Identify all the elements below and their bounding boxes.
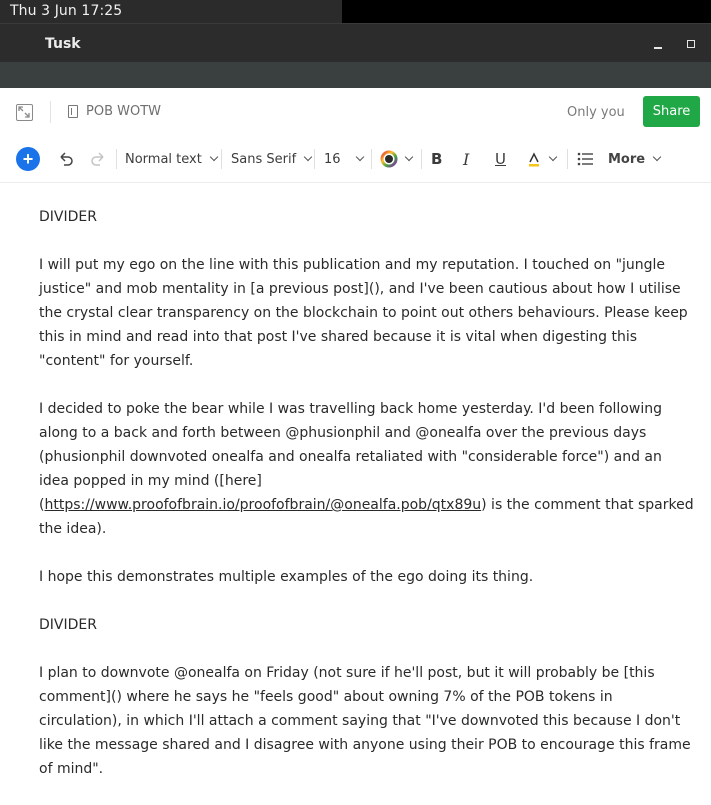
highlight-picker[interactable] xyxy=(526,135,556,183)
toolbar-divider xyxy=(116,149,117,169)
toolbar-divider xyxy=(221,149,222,169)
minimize-button[interactable] xyxy=(648,34,668,54)
paragraph-text: I decided to poke the bear while I was travelling back home yesterday. I'd been following along to a back and forth between @phusionphil and @onealfa over the previous days (phusionphil downvoted onealfa and onealfa retaliated with "considerable force") and an idea popped in my mind ([here]( xyxy=(39,401,662,513)
system-clock[interactable]: Thu 3 Jun 17:25 xyxy=(10,3,123,19)
chevron-down-icon xyxy=(304,153,312,161)
app-top-strip xyxy=(0,62,711,88)
bulleted-list-icon xyxy=(577,152,594,166)
toolbar-divider xyxy=(371,149,372,169)
paragraph[interactable]: DIVIDER xyxy=(39,209,97,225)
document-name[interactable]: POB WOTW xyxy=(86,104,162,119)
comment-link[interactable]: https://www.proofofbrain.io/proofofbrain/@onealfa.pob/qtx89u xyxy=(44,497,482,513)
window-titlebar xyxy=(0,23,711,62)
paragraph[interactable]: DIVIDER xyxy=(39,617,97,633)
font-size-select[interactable] xyxy=(324,135,363,183)
document-header xyxy=(0,88,711,135)
sharing-status[interactable]: Only you xyxy=(567,105,625,120)
share-button[interactable]: Share xyxy=(643,96,700,127)
bold-button[interactable]: B xyxy=(431,150,443,168)
text-color-picker[interactable] xyxy=(380,135,412,183)
document-body[interactable] xyxy=(39,205,694,805)
paragraph-style-value: Normal text xyxy=(125,151,202,167)
more-label: More xyxy=(608,151,646,167)
add-block-button[interactable]: + xyxy=(16,147,40,171)
list-button[interactable] xyxy=(577,135,594,183)
font-size-value: 16 xyxy=(324,151,341,167)
window-title: Tusk xyxy=(45,36,81,52)
toolbar-divider xyxy=(567,149,568,169)
formatting-toolbar xyxy=(0,135,711,183)
header-divider xyxy=(50,101,51,123)
redo-button[interactable] xyxy=(89,135,107,183)
chevron-down-icon xyxy=(355,153,363,161)
paragraph[interactable]: I will put my ego on the line with this publication and my reputation. I touched on "jungle justice" and mob mentality in [a previous post](), and I've been cautious about how I utilise the crystal clear transparency on the blockchain to point out others behaviours. Please keep this in mind and read into that post I've shared because it is vital when digesting this "content" for yourself. xyxy=(39,257,688,369)
undo-button[interactable] xyxy=(57,135,75,183)
underline-button[interactable]: U xyxy=(495,150,506,168)
chevron-down-icon xyxy=(653,153,661,161)
undo-icon xyxy=(57,150,75,168)
maximize-icon xyxy=(687,40,695,48)
chevron-down-icon xyxy=(405,153,413,161)
font-family-value: Sans Serif xyxy=(231,151,297,167)
paragraph[interactable]: I hope this demonstrates multiple examples of the ego doing its thing. xyxy=(39,569,534,585)
toolbar-divider xyxy=(421,149,422,169)
activities-area xyxy=(0,0,342,23)
system-top-bar xyxy=(0,0,711,23)
color-wheel-icon xyxy=(380,150,398,168)
chevron-down-icon xyxy=(210,153,218,161)
minimize-icon xyxy=(654,47,662,49)
chevron-down-icon xyxy=(549,153,557,161)
toolbar-divider xyxy=(314,149,315,169)
paragraph-text: ) is the comment that sparked the idea). xyxy=(39,497,694,537)
font-family-select[interactable] xyxy=(231,135,311,183)
expand-icon[interactable] xyxy=(16,104,33,121)
paragraph[interactable] xyxy=(39,397,694,541)
highlighter-icon xyxy=(526,151,542,167)
maximize-button[interactable] xyxy=(681,34,701,54)
redo-icon xyxy=(89,150,107,168)
paragraph-style-select[interactable] xyxy=(125,135,217,183)
document-icon xyxy=(68,105,78,118)
more-menu[interactable] xyxy=(608,135,660,183)
paragraph[interactable]: I plan to downvote @onealfa on Friday (not sure if he'll post, but it will probably be [this comment]() where he says he "feels good" about owning 7% of the POB tokens in circulation), in which I'll attach a comment saying that "I've downvoted this because I don't like the message shared and I disagree with anyone using their POB to encourage this frame of mind". xyxy=(39,665,691,777)
italic-button[interactable]: I xyxy=(463,149,470,169)
